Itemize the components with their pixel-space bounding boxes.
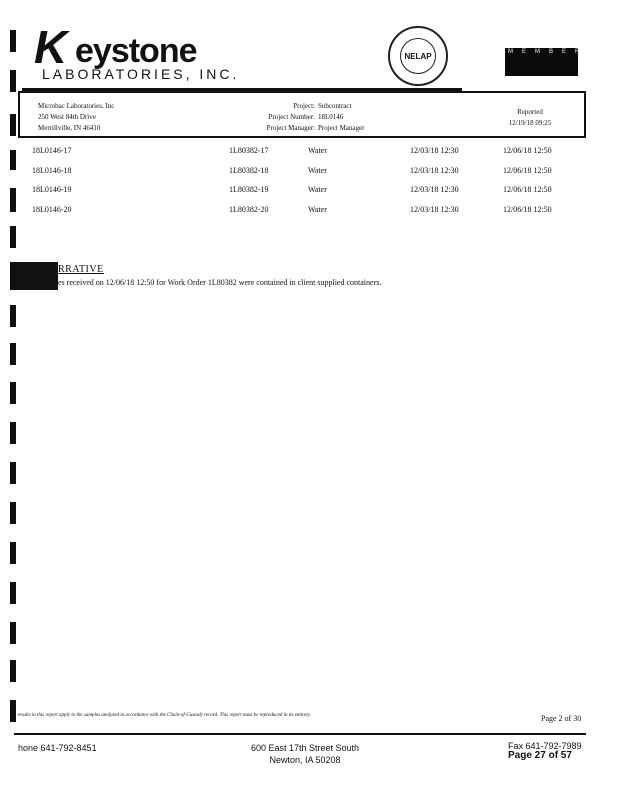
narrative-title: RRATIVE [58, 264, 104, 275]
edge-mark [10, 343, 16, 365]
client-sample-id: 18L0146-20 [32, 205, 72, 214]
reported-block [490, 107, 570, 129]
project-manager-label: Project Manager: [266, 124, 315, 132]
edge-mark [10, 30, 16, 52]
client-sample-id: 18L0146-18 [32, 166, 72, 175]
project-manager-value: Project Manager [318, 124, 365, 132]
sample-matrix: Water [308, 205, 327, 214]
project-label: Project: [293, 102, 315, 110]
client-street: 250 West 84th Drive [38, 113, 96, 121]
client-name: Microbac Laboratories, Inc [38, 102, 115, 110]
sample-row [0, 166, 618, 180]
logo-wordmark: eystone [75, 32, 197, 70]
sample-row [0, 185, 618, 199]
project-number-label: Project Number: [268, 113, 315, 121]
project-value: Subcontract [318, 102, 352, 110]
disclaimer-text: e results in this report apply to the samples analyzed in accordance with the Chain-of-Custody record. This report must be reproduced in its entirety. [14, 713, 311, 718]
seal-text: NELAP [400, 38, 436, 74]
sample-row [0, 205, 618, 219]
fax-number: Fax 641-792-7989 [508, 741, 582, 751]
lab-sample-id: 1L80382-17 [229, 146, 269, 155]
edge-mark [10, 660, 16, 682]
phone-number: hone 641-792-8451 [18, 743, 97, 753]
narrative-text: es received on 12/06/18 12:50 for Work Order 1L80382 were contained in client supplied containers. [58, 278, 382, 287]
lab-sample-id: 1L80382-19 [229, 185, 269, 194]
edge-mark [10, 502, 16, 524]
sampled-date: 12/03/18 12:30 [410, 166, 459, 175]
city-address: Newton, IA 50208 [269, 755, 341, 765]
edge-mark [10, 382, 16, 404]
logo-subtitle: LABORATORIES, INC. [42, 66, 240, 82]
edge-mark [10, 622, 16, 644]
sampled-date: 12/03/18 12:30 [410, 185, 459, 194]
received-date: 12/06/18 12:50 [503, 146, 552, 155]
street-address: 600 East 17th Street South [250, 743, 360, 753]
sampled-date: 12/03/18 12:30 [410, 205, 459, 214]
sample-matrix: Water [308, 166, 327, 175]
sample-row [0, 146, 618, 160]
project-number-value: 18L0146 [318, 113, 344, 121]
edge-mark [10, 422, 16, 444]
accreditation-seal-icon [388, 26, 448, 86]
project-values [318, 101, 364, 134]
received-date: 12/06/18 12:50 [503, 205, 552, 214]
project-labels [220, 101, 315, 134]
edge-mark [10, 70, 16, 92]
redaction-block [10, 262, 58, 290]
edge-mark [10, 582, 16, 604]
report-header-box [18, 91, 586, 138]
edge-mark [10, 462, 16, 484]
reported-label: Reported [517, 108, 543, 116]
received-date: 12/06/18 12:50 [503, 185, 552, 194]
edge-mark [10, 114, 16, 136]
lab-sample-id: 1L80382-20 [229, 205, 269, 214]
sample-matrix: Water [308, 185, 327, 194]
sample-matrix: Water [308, 146, 327, 155]
logo-letter: K [34, 21, 67, 73]
client-address [38, 101, 114, 134]
client-sample-id: 18L0146-17 [32, 146, 72, 155]
received-date: 12/06/18 12:50 [503, 166, 552, 175]
document-page-number: Page 27 of 57 [508, 750, 572, 761]
client-sample-id: 18L0146-19 [32, 185, 72, 194]
member-badge: MEMBER [505, 48, 578, 76]
report-page-number: Page 2 of 30 [541, 714, 582, 723]
client-city: Merrillville, IN 46410 [38, 124, 101, 132]
sampled-date: 12/03/18 12:30 [410, 146, 459, 155]
lab-sample-id: 1L80382-18 [229, 166, 269, 175]
edge-mark [10, 700, 16, 722]
edge-mark [10, 542, 16, 564]
edge-mark [10, 305, 16, 327]
reported-value: 12/19/18 09:25 [508, 119, 552, 127]
footer-rule [14, 733, 586, 735]
edge-mark [10, 226, 16, 248]
